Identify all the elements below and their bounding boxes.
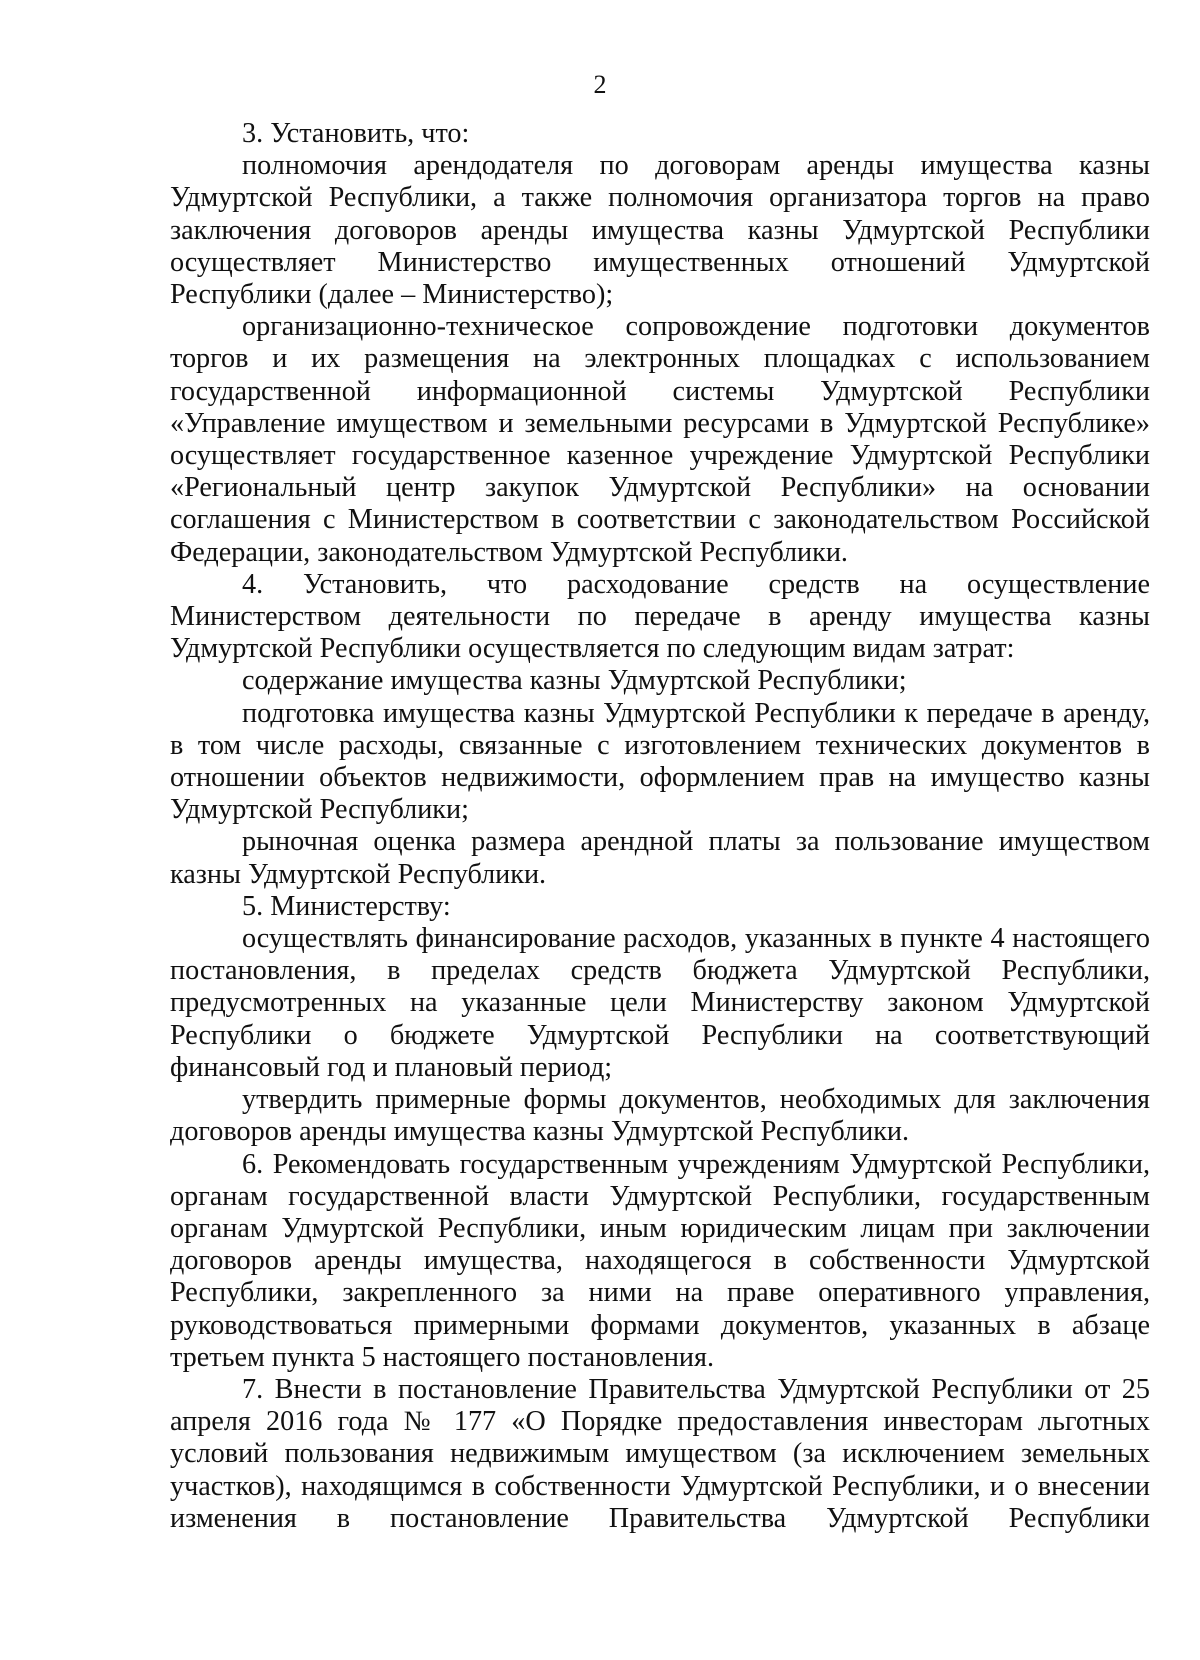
paragraph-maintenance: содержание имущества казны Удмуртской Республики; (242, 665, 907, 697)
document-body (170, 118, 1150, 1535)
paragraph-financing: осуществлять финансирование расходов, указанных в пункте 4 настоящего постановления, в пределах средств бюджета Удмуртской Республики, предусмотренных на указанные цели Министерству законом Удмуртской Республики о бюджете Удмуртской Республики на соответствующий финансовый год и плановый период; (170, 923, 1150, 1083)
paragraph-technical-support: организационно-техническое сопровождение подготовки документов торгов и их размещения на электронных площадках с использованием государственной информационной системы Удмуртской Республики «Управление имуществом и земельными ресурсами в Удмуртской Республике» осуществляет государственное казенное учреждение Удмуртской Республики «Региональный центр закупок Удмуртской Республики» на основании соглашения с Министерством в соответствии с законодательством Российской Федерации, законодательством Удмуртской Республики. (170, 311, 1150, 568)
page-number: 2 (593, 70, 607, 99)
paragraph-5-heading: 5. Министерству: (242, 890, 451, 922)
paragraph-7-amend: 7. Внести в постановление Правительства Удмуртской Республики от 25 апреля 2016 года № 177 «О Порядке предоставления инвесторам льготных условий пользования недвижимым имуществом (за исключением земельных участков), находящимся в собственности Удмуртской Республики, и о внесении изменения в постановление Правительства Удмуртской Республики (170, 1373, 1150, 1534)
paragraph-lessor-powers: полномочия арендодателя по договорам аренды имущества казны Удмуртской Республики, а также полномочия организатора торгов на право заключения договоров аренды имущества казны Удмуртской Республики осуществляет Министерство имущественных отношений Удмуртской Республики (далее – Министерство); (170, 150, 1150, 311)
paragraph-4-expenses: 4. Установить, что расходование средств на осуществление Министерством деятельности по передаче в аренду имущества казны Удмуртской Республики осуществляется по следующим видам затрат: (170, 568, 1150, 665)
paragraph-6-recommend: 6. Рекомендовать государственным учреждениям Удмуртской Республики, органам государственной власти Удмуртской Республики, государственным органам Удмуртской Республики, иным юридическим лицам при заключении договоров аренды имущества, находящегося в собственности Удмуртской Республики, закрепленного за ними на праве оперативного управления, руководствоваться примерными формами документов, указанных в абзаце третьем пункта 5 настоящего постановления. (170, 1148, 1150, 1373)
paragraph-approve-forms: утвердить примерные формы документов, необходимых для заключения договоров аренды имущества казны Удмуртской Республики. (170, 1084, 1150, 1148)
paragraph-preparation: подготовка имущества казны Удмуртской Республики к передаче в аренду, в том числе расходы, связанные с изготовлением технических документов в отношении объектов недвижимости, оформлением прав на имущество казны Удмуртской Республики; (170, 697, 1150, 826)
paragraph-3-heading: 3. Установить, что: (242, 118, 470, 149)
paragraph-market-valuation: рыночная оценка размера арендной платы за пользование имуществом казны Удмуртской Республики. (170, 826, 1150, 890)
